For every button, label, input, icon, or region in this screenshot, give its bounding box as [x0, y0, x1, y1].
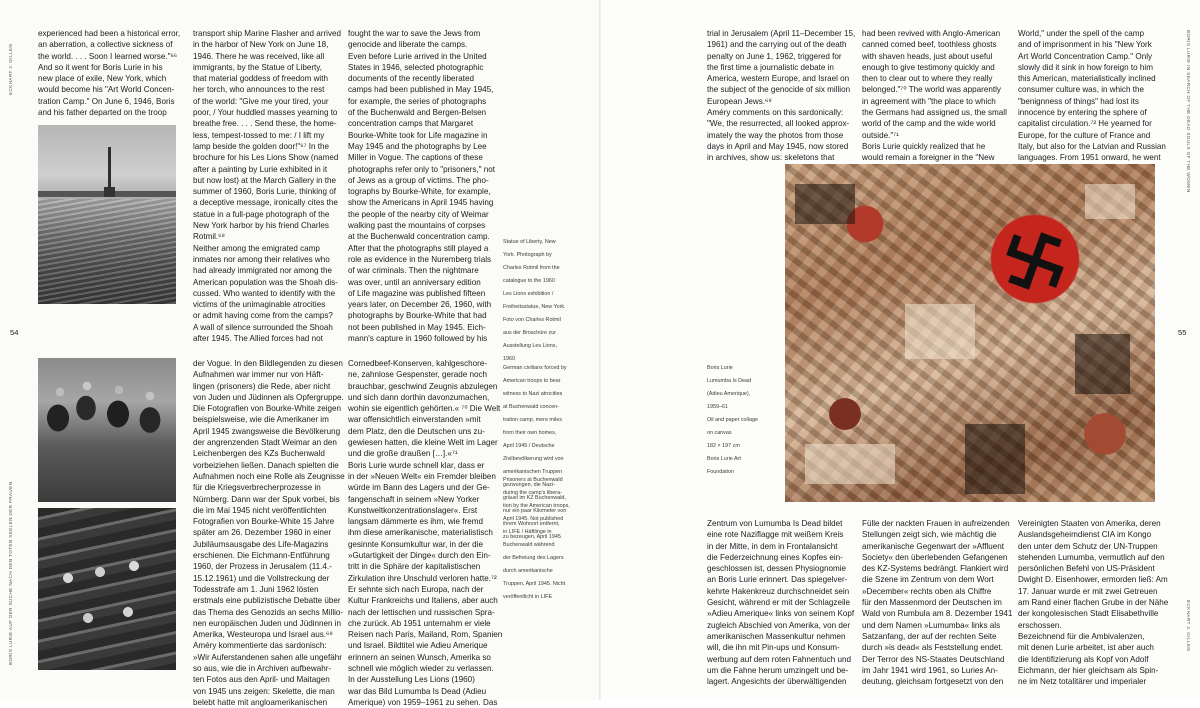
text-line: schnell wie möglich wieder zu verlassen. — [348, 664, 494, 674]
text-line: transport ship Marine Flasher and arrived — [193, 29, 342, 38]
text-line: amerikanischen Massenkultur nehmen — [707, 631, 846, 641]
text-line: Cornedbeef-Konserven, kahlgeschore- — [348, 359, 488, 368]
text-line: 17. Januar wurde er mit zwei Getreuen — [1018, 586, 1158, 596]
text-line: gesinnte Konsumkultur war, in der die — [348, 539, 483, 549]
text-line: durch »is dead« als Feststellung endet. — [862, 643, 1003, 653]
text-line: inmates nor among their relatives who — [193, 254, 330, 264]
text-line: would remain a foreigner in the "New — [862, 153, 995, 163]
page-number-left: 54 — [10, 328, 19, 337]
text-line: April 1945 zwangsweise die Bevölkerung — [193, 426, 341, 436]
text-line: war das Bild Lumumba Is Dead (Adieu — [348, 686, 487, 696]
text-line: for example, the series of photographs — [348, 96, 487, 106]
text-line: Art World Concentration Camp." Only — [1018, 51, 1153, 61]
caption-line: veröffentlicht in LIFE — [503, 594, 553, 601]
text-line: erschienen. Die Eichmann-Entführung — [193, 551, 330, 561]
text-line: erschossen. — [1018, 620, 1062, 630]
text-line: Gesicht, während er mit der Schlagzeile — [707, 598, 851, 608]
text-line: tration Camp." On June 6, 1946, Boris — [38, 96, 175, 106]
text-line: Rotmil.⁶⁸ — [193, 232, 225, 242]
text-line: the subject of the genocide of six million — [707, 85, 851, 95]
text-line: Eichmann, der hier gleichsam als Spin- — [1018, 665, 1159, 675]
text-line: beispielsweise, wie die Amerikaner im — [193, 415, 329, 425]
text-line: die im Mai 1945 nicht veröffentlichten — [193, 505, 327, 515]
text-line: show the Americans in April 1945 having — [348, 198, 494, 208]
text-line: had been revived with Anglo-American — [862, 29, 1001, 38]
text-line: the world. . . . Soon I learned worse."⁶⁶ — [38, 51, 178, 61]
text-line: Reisen nach Paris, Mailand, Rom, Spanien — [348, 630, 503, 640]
text-line: capitalist circulation.⁷² He yearned for — [1018, 119, 1152, 129]
text-line: die Federzeichnung eines Kopfes ein- — [707, 552, 843, 562]
right-english-column-2 — [862, 28, 1014, 168]
text-line: brochure for his Les Lions Show (named — [193, 153, 339, 163]
right-german-column-3 — [1018, 518, 1170, 688]
page-number-right: 55 — [1178, 328, 1187, 337]
text-line: war offensichtlich einverstanden »mit — [348, 415, 481, 425]
text-line: years later, on December 26, 1960, with — [348, 300, 492, 310]
text-line: Todesstrafe am 1. Juni 1962 lösten — [193, 584, 319, 594]
caption-line: from their own homes, — [503, 430, 557, 437]
text-line: lagert. Angesichts der überwältigenden — [707, 677, 847, 687]
text-line: kehrte Hakenkreuz durchschneidet sein — [707, 586, 850, 596]
text-line: innocence by entering the sphere of — [1018, 108, 1147, 118]
text-line: Der Terror des NS-Staates Deutschland — [862, 654, 1005, 664]
text-line: in agreement with "the place to which — [862, 96, 996, 106]
text-line: would become his "Art World Concen- — [38, 85, 175, 95]
text-line: Aufnahmen noch eine Rolle als Zeugnisse — [193, 471, 345, 481]
text-line: Amerique) von 1959–1961 zu sehen. Das — [348, 697, 498, 707]
text-line: Kultur Frankreichs und Italiens, aber auch — [348, 596, 498, 606]
text-line: of war criminals. Then the nightmare — [348, 266, 479, 276]
caption-line: 182 × 197 cm — [707, 443, 740, 450]
text-line: und sich dann dorthin davonzumachen, — [348, 392, 490, 402]
text-line: Die Fotografien von Bourke-White zeigen — [193, 404, 342, 414]
caption-line: York. Photograph by — [503, 252, 552, 259]
text-line: in der Mitte, in dem in Frontalansicht — [707, 541, 838, 551]
text-line: ne, zahnlose Gespenster, gerade noch — [348, 370, 488, 380]
caption-line: Oil and paper collage — [707, 417, 758, 424]
text-line: die Identifizierung als Kopf von Adolf — [1018, 654, 1149, 664]
caption-line: amerikanischen Truppen — [503, 469, 563, 476]
text-line: und die große draußen […].«⁷¹ — [348, 449, 458, 459]
text-line: mann's capture in 1960 followed by his — [348, 334, 488, 344]
text-line: Bezeichnend für die Ambivalenzen, — [1018, 631, 1145, 641]
text-line: deutung, gleichsam fortgesetzt von den — [862, 677, 1004, 687]
text-line: mit denen Lurie arbeitet, ist aber auch — [1018, 643, 1154, 653]
text-line: Améry kommentierte das sardonisch: — [193, 641, 327, 651]
text-line: brauchbar, geschwind Zeugnis abzulegen — [348, 381, 498, 391]
text-line: States in 1946, selected photographic — [348, 62, 484, 72]
text-line: New York harbor by his friend Charles — [193, 221, 329, 231]
right-running-head-bottom: ECKHART J. GILLEN — [1186, 600, 1191, 652]
text-line: less, tempest-tossed to me: / I lift my — [193, 130, 325, 140]
text-line: Italy, but also for the Latvian and Russian — [1018, 141, 1166, 151]
left-running-head-bottom: BORIS LURIE AUF DER SUCHE NACH DEN TOTEN SEELEN DER FRAUEN — [8, 481, 13, 665]
text-line: In der Ausstellung Les Lions (1960) — [348, 675, 475, 685]
text-line: Europe, for the culture of France and — [1018, 130, 1151, 140]
caption-line: Les Lions exhibition / — [503, 291, 554, 298]
text-line: of the world: "Give me your tired, your — [193, 96, 329, 106]
caption-line: zu bezeugen, April 1945 — [503, 534, 561, 541]
text-line: of Life magazine was published fifteen — [348, 288, 486, 298]
left-english-column-1 — [38, 28, 188, 123]
caption-statue-of-liberty — [503, 234, 595, 363]
text-line: world of the camp and the wide world — [862, 119, 996, 129]
text-line: penalty on June 1, 1962, triggered for — [707, 51, 842, 61]
text-line: Vereinigten Staaten von Amerika, deren — [1018, 519, 1161, 528]
caption-line: Truppen, April 1945. Nicht — [503, 581, 566, 588]
text-line: Amerika, Westeuropa und Israel aus.⁶⁹ — [193, 630, 333, 640]
text-line: den unter dem Schutz der UN-Truppen — [1018, 541, 1158, 551]
caption-line: German civilians forced by — [503, 365, 567, 372]
text-line: die Szene im Zentrum von dem Wort — [862, 575, 994, 585]
text-line: canned corned beef, toothless ghosts — [862, 40, 997, 50]
text-line: concentration camps that Margaret — [348, 119, 474, 129]
caption-line: (Adieu Amerique), — [707, 391, 751, 398]
text-line: im Jahr 1941 wird 1961, so Luries An- — [862, 665, 998, 675]
text-line: an Boris Lurie erinnert. Das spiegelver- — [707, 575, 848, 585]
text-line: tographs by Bourke-White, for example, — [348, 187, 491, 197]
text-line: eine rote Naziflagge mit weißem Kreis — [707, 530, 844, 540]
caption-buchenwald-prisoners — [503, 472, 595, 601]
text-line: che zurück. Ab 1951 unternahm er viele — [348, 618, 491, 628]
caption-line: Charles Rotmil from the — [503, 265, 560, 272]
text-line: walking past the mountains of corpses — [348, 221, 486, 231]
text-line: Boris Lurie wurde schnell klar, dass er — [348, 460, 485, 470]
text-line: nach der lettischen und russischen Spra- — [348, 607, 495, 617]
text-line: Stellungen zeigt sich, wie mächtig die — [862, 530, 997, 540]
left-german-column-2 — [348, 358, 503, 707]
buchenwald-prisoners-photo — [38, 508, 176, 670]
right-german-column-2 — [862, 518, 1014, 688]
caption-line: gezwungen, die Nazi- — [503, 482, 555, 489]
right-english-column-3 — [1018, 28, 1170, 168]
caption-line: during the camp's libera- — [503, 490, 562, 497]
text-line: würde im Bann des Lagers und der Ge- — [348, 483, 490, 493]
caption-line: Zivilbevölkerung wird von — [503, 456, 564, 463]
text-line: experienced had been a historical error, — [38, 29, 181, 38]
caption-line: Buchenwald während — [503, 542, 555, 549]
text-line: will, die ihn mit Pin-ups und Konsum- — [707, 643, 840, 653]
text-line: and of imprisonment in his "New York — [1018, 40, 1152, 50]
text-line: photographs by Bourke-White that had — [348, 311, 487, 321]
caption-line: at Buchenwald concen- — [503, 404, 560, 411]
caption-line: aus der Broschüre zur — [503, 330, 557, 337]
text-line: lamp beside the golden door!"⁶⁷ In the — [193, 141, 330, 151]
text-line: Leichenbergen des KZs Buchenwald — [193, 449, 325, 459]
text-line: this American, materialistically inclined — [1018, 74, 1156, 84]
text-line: after a painting by Lurie exhibited in it — [193, 164, 328, 174]
text-line: but now lost) at the March Gallery in the — [193, 175, 337, 185]
text-line: persönlichen Befehl von US-Präsident — [1018, 564, 1155, 574]
text-line: After that the photographs still played a — [348, 243, 489, 253]
caption-line: Statue of Liberty, New — [503, 239, 556, 246]
text-line: the people of the nearby city of Weimar — [348, 209, 489, 219]
caption-line: der Befreiung des Lagers — [503, 555, 564, 562]
caption-line: tion by the American troops, — [503, 503, 570, 510]
text-line: dem Platz, den die Deutschen uns zu- — [348, 426, 485, 436]
text-line: Fotografien von Bourke-White 15 Jahre — [193, 517, 335, 527]
text-line: European Jews.⁶⁹ — [707, 96, 772, 106]
text-line: stehenden Lumumba, vermutlich auf den — [1018, 552, 1165, 562]
left-english-column-2 — [193, 28, 345, 344]
caption-line: 1960 — [503, 356, 515, 363]
text-line: »Adieu Amerique« links von seinem Kopf — [707, 609, 855, 619]
caption-line: witness to Nazi atrocities — [503, 391, 563, 398]
text-line: in archives, show us: skeletons that — [707, 153, 835, 163]
text-line: 15.12.1961) und die Vollstreckung der — [193, 573, 330, 583]
text-line: Bourke-White took for Life magazine in — [348, 130, 488, 140]
text-line: imately the way the photos from those — [707, 130, 844, 140]
caption-line: Freiheitsstatue, New York. — [503, 304, 566, 311]
caption-line: on canvas — [707, 430, 732, 437]
text-line: so aus, wie die in Archiven aufbewahr- — [193, 664, 332, 674]
lumumba-is-dead-collage — [785, 164, 1155, 502]
text-line: langsam dämmerte es ihm, wie fremd — [348, 517, 483, 527]
text-line: documents of the recently liberated — [348, 74, 474, 84]
text-line: vorbeiziehen ließen. Danach spielten die — [193, 460, 339, 470]
caption-line: 1959–61 — [707, 404, 728, 411]
text-line: trial in Jerusalem (April 11–December 15, — [707, 29, 856, 38]
text-line: at the Buchenwald concentration camp. — [348, 232, 490, 242]
text-line: ten Fotos aus den April- und Maitagen — [193, 675, 330, 685]
text-line: erstmals eine publizistische Debatte über — [193, 596, 341, 606]
text-line: später am 26. Dezember 1960 in einer — [193, 528, 332, 538]
text-line: the first time a journalistic debate in — [707, 62, 834, 72]
text-line: A wall of silence surrounded the Shoah — [193, 322, 333, 332]
text-line: das Thema des Genozids an sechs Millio- — [193, 607, 344, 617]
text-line: and his father departed on the troop — [38, 108, 167, 118]
caption-line: durch amerikanische — [503, 568, 553, 575]
caption-line: Lumumba Is Dead — [707, 378, 752, 385]
text-line: Nürnberg. Dann war der Spuk vorbei, bis — [193, 494, 340, 504]
text-line: immigrants, by the Statue of Liberty, — [193, 62, 322, 72]
text-line: then to clear out to where they really — [862, 74, 993, 84]
caption-line: April 1945. Not published — [503, 516, 564, 523]
text-line: Boris Lurie quickly realized that he — [862, 141, 986, 151]
text-line: camps had been published in May 1945, — [348, 85, 494, 95]
text-line: und Israel. Bildtitel wie Adieu Amerique — [348, 641, 488, 651]
text-line: of Jews as a group of victims. The pho- — [348, 175, 489, 185]
german-civilians-photo — [38, 358, 176, 502]
text-line: her torch, who announces to the rest — [193, 85, 325, 95]
text-line: 1960, der Prozess in Jerusalem (11.4.- — [193, 562, 332, 572]
text-line: genocide and liberate the camps. — [348, 40, 468, 50]
text-line: America, western Europe, and Israel on — [707, 74, 850, 84]
text-line: werbung auf dem roten Fahnentuch und — [707, 654, 851, 664]
text-line: wohin sie eigentlich gehörten.« ⁷⁰ Die Welt — [348, 404, 501, 414]
text-line: Wald von Rumbula am 8. Dezember 1941 — [862, 609, 1013, 619]
text-line: erinnern an seinen Wunsch, Amerika so — [348, 652, 491, 662]
text-line: poor, / Your huddled masses yearning to — [193, 108, 338, 118]
text-line: »Gutartigkeit der Dinge« durch den Ein- — [348, 551, 491, 561]
text-line: ne im Netz totalitärer und imperialer — [1018, 677, 1147, 687]
text-line: 1961) and the carrying out of the death — [707, 40, 847, 50]
text-line: the Germans had assigned us, the small — [862, 108, 1007, 118]
text-line: zugleich Abschied von Amerika, von der — [707, 620, 851, 630]
text-line: in der »Neuen Welt« ein Fremder bleiben — [348, 471, 496, 481]
text-line: belebt hatte mit angloamerikanischen — [193, 697, 328, 707]
text-line: Améry comments on this sardonically: — [707, 108, 844, 118]
text-line: Zirkulation ihre Unschuld verloren hatte.⁷² — [348, 573, 497, 583]
text-line: Society« den überlebenden Gefangenen — [862, 552, 1008, 562]
text-line: ihm diese amerikanische, materialistisch — [348, 528, 493, 538]
text-line: für den Massenmord der Deutschen im — [862, 598, 1002, 608]
text-line: not been published in May 1945. Eich- — [348, 322, 486, 332]
text-line: slowly did it sink in how foreign to him — [1018, 62, 1153, 72]
text-line: a deceptive message, ironically cites the — [193, 198, 338, 208]
text-line: der Vogue. In den Bildlegenden zu diesen — [193, 359, 343, 368]
text-line: with shaven heads, just about useful — [862, 51, 993, 61]
text-line: after 1945. The Allied forces had not — [193, 334, 323, 344]
text-line: um die Fahne herum umzingelt und be- — [707, 665, 849, 675]
text-line: an aberration, a collective sickness of — [38, 40, 173, 50]
caption-lumumba-is-dead — [707, 360, 779, 476]
caption-line: Boris Lurie Art — [707, 456, 741, 463]
text-line: role as evidence in the Nuremberg trials — [348, 254, 492, 264]
text-line: that material goddess of freedom with — [193, 74, 328, 84]
text-line: of the Buchenwald and Bergen-Belsen — [348, 108, 487, 118]
right-english-column-1 — [707, 28, 857, 168]
text-line: »Wir Auferstandenen sahen alle ungefähr — [193, 652, 342, 662]
caption-line: April 1945 / Deutsche — [503, 443, 555, 450]
right-running-head-top: BORIS LURIE IN SEARCH OF THE DEAD SOULS OF THE WOMEN — [1186, 30, 1191, 193]
text-line: victims of the unimaginable atrocities — [193, 300, 326, 310]
text-line: And so it went for Boris Lurie in his — [38, 62, 163, 72]
text-line: World," under the spell of the camp — [1018, 29, 1144, 38]
text-line: "benignness of things" had lost its — [1018, 96, 1139, 106]
text-line: am Rand einer flachen Grube in der Nähe — [1018, 598, 1169, 608]
text-line: Fülle der nackten Frauen in aufreizenden — [862, 519, 1010, 528]
text-line: »December« rechts oben als Chiffre — [862, 586, 992, 596]
text-line: Satzanfang, der auf der rechten Seite — [862, 631, 997, 641]
text-line: für die Kriegsverbrecherprozesse in — [193, 483, 321, 493]
text-line: der kongolesischen Stadt Elisabethville — [1018, 609, 1159, 619]
text-line: in the harbor of New York on June 18, — [193, 40, 329, 50]
caption-line: Foundation — [707, 469, 734, 476]
text-line: Aufnahmen war immer nur von Häft- — [193, 370, 324, 380]
caption-line: Foto von Charles Rotmil — [503, 317, 561, 324]
text-line: new place of exile, New York, which — [38, 74, 167, 84]
text-line: von Juden und Jüdinnen als Opfergruppe. — [193, 392, 344, 402]
left-german-column-1 — [193, 358, 345, 707]
text-line: lingen (prisoners) die Rede, aber nicht — [193, 381, 331, 391]
caption-line: catalogue to the 1960 — [503, 278, 555, 285]
text-line: had already immigrated nor among the — [193, 266, 333, 276]
text-line: photographs refer only to "prisoners," not — [348, 164, 496, 174]
text-line: Even before Lurie arrived in the United — [348, 51, 487, 61]
text-line: Dwight D. Eisenhower, ermorden ließ: Am — [1018, 575, 1168, 585]
statue-of-liberty-photo — [38, 125, 176, 304]
text-line: Miller in Vogue. The captions of these — [348, 153, 483, 163]
caption-line: Ausstellung Les Lions, — [503, 343, 557, 350]
text-line: Auslandsgeheimdienst CIA im Kongo — [1018, 530, 1152, 540]
text-line: nen europäischen Juden und Jüdinnen in — [193, 618, 342, 628]
text-line: breathe free. . . . Send these, the home- — [193, 119, 337, 129]
caption-line: Prisoners at Buchenwald — [503, 477, 563, 484]
right-german-column-1 — [707, 518, 857, 688]
caption-line: nur ein paar Kilometer von — [503, 508, 567, 515]
caption-line: in LIFE / Häftlinge in — [503, 529, 552, 536]
left-running-head-top: ECKHART J. GILLEN — [8, 43, 13, 95]
text-line: belonged."⁷⁰ The world was apparently — [862, 85, 1001, 95]
text-line: summer of 1960, Boris Lurie, thinking of — [193, 187, 337, 197]
text-line: fangenschaft in seinem »New Yorker — [348, 494, 480, 504]
text-line: Kunstweltkonzentrationslager«. Erst — [348, 505, 478, 515]
text-line: consumer culture was, in which the — [1018, 85, 1144, 95]
text-line: cussed. Who wanted to identify with the — [193, 288, 336, 298]
text-line: Jubiläumsausgabe des Life-Magazins — [193, 539, 329, 549]
caption-line: gräuel im KZ Buchenwald, — [503, 495, 566, 502]
text-line: languages. From 1951 onward, he went — [1018, 153, 1161, 163]
caption-line: American troops to bear — [503, 378, 561, 385]
text-line: statue in a full-page photograph of the — [193, 209, 330, 219]
left-english-column-3 — [348, 28, 498, 344]
text-line: outside."⁷¹ — [862, 130, 899, 140]
text-line: tritt in die Sphäre der kapitalistischen — [348, 562, 481, 572]
text-line: May 1945 and the photographs by Lee — [348, 141, 487, 151]
text-line: des KZ-Systems bedrängt. Flankiert wird — [862, 564, 1009, 574]
text-line: American population was the Shoah dis- — [193, 277, 338, 287]
text-line: Zentrum von Lumumba Is Dead bildet — [707, 519, 843, 528]
text-line: amerikanische Gegenwart der »Affluent — [862, 541, 1005, 551]
text-line: gewiesen hatten, die kleine Welt im Lager — [348, 438, 498, 448]
text-line: days in April and May 1945, now stored — [707, 141, 849, 151]
text-line: Er sehnte sich nach Europa, nach der — [348, 584, 484, 594]
text-line: or admit having come from the camps? — [193, 311, 333, 321]
text-line: was over, until an anniversary edition — [348, 277, 481, 287]
book-gutter — [599, 0, 601, 700]
text-line: enough to give testimony quickly and — [862, 62, 995, 72]
text-line: Neither among the emigrated camp — [193, 243, 320, 253]
caption-line: ihrem Wohnort entfernt, — [503, 521, 560, 528]
text-line: geschlossen ist, dessen Physiognomie — [707, 564, 847, 574]
text-line: "We, the resurrected, all looked approx- — [707, 119, 850, 129]
caption-line: Boris Lurie — [707, 365, 733, 372]
text-line: der angrenzenden Stadt Weimar an den — [193, 438, 337, 448]
text-line: von 1945 uns zeigen: Skelette, die man — [193, 686, 335, 696]
caption-line: tration camp, mere miles — [503, 417, 563, 424]
text-line: und dem Namen »Lumumba« links als — [862, 620, 1001, 630]
text-line: 1946. There he was received, like all — [193, 51, 325, 61]
text-line: fought the war to save the Jews from — [348, 29, 481, 38]
